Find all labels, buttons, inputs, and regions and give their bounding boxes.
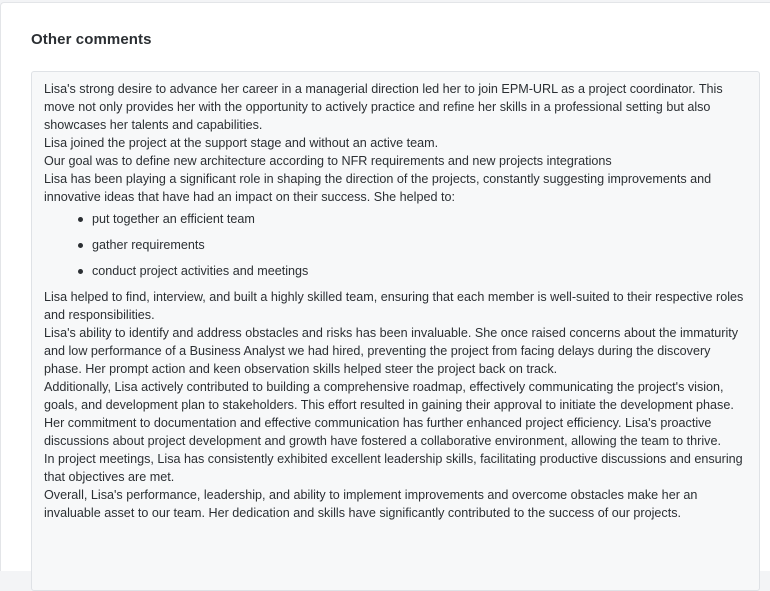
comment-paragraph: Lisa's ability to identify and address obstacles and risks has been invaluable. She once raised concerns about the immaturity and low performance of a Business Analyst we had hired, preventing the project from facing delays during the discovery phase. Her prompt action and keen observation skills helped steer the project back on track. [44,326,739,376]
comment-paragraph: In project meetings, Lisa has consistently exhibited excellent leadership skills, facilitating productive discussions and ensuring that objectives are met. [44,452,743,484]
section-title: Other comments [31,31,152,48]
comment-text-area[interactable] [31,71,760,591]
comment-paragraph: Overall, Lisa's performance, leadership, and ability to implement improvements and overcome obstacles make her an invaluable asset to our team. Her dedication and skills have significantly contributed to the success of our projects. [44,488,698,520]
comment-paragraph: Additionally, Lisa actively contributed to building a comprehensive roadmap, effectively communicating the project's vision, goals, and development plan to stakeholders. This effort resulted in gaining their approval to initiate the development phase. [44,380,734,412]
comment-paragraph: Lisa joined the project at the support stage and without an active team. [44,136,439,150]
comment-paragraph: Lisa's strong desire to advance her career in a managerial direction led her to join EPM-URL as a project coordinator. This move not only provides her with the opportunity to actively practice and refine her skills in a professional setting but also showcases her talents and capabilities. [44,82,723,132]
comments-card [0,2,770,571]
comment-paragraph: Her commitment to documentation and effective communication has further enhanced project efficiency. Lisa's proactive discussions about project development and growth have fostered a collaborative environment, allowing the team to thrive. [44,416,721,448]
comment-paragraph: Lisa helped to find, interview, and built a highly skilled team, ensuring that each member is well-suited to their respective roles and responsibilities. [44,290,744,322]
comment-paragraph: Lisa has been playing a significant role in shaping the direction of the projects, constantly suggesting improvements and innovative ideas that have had an impact on their success. She helped to: [44,172,712,204]
bullet-item: put together an efficient team [92,210,747,228]
bullet-list [44,210,747,280]
bullet-item: conduct project activities and meetings [92,262,747,280]
comment-paragraph: Our goal was to define new architecture according to NFR requirements and new projects integrations [44,154,612,168]
bullet-item: gather requirements [92,236,747,254]
